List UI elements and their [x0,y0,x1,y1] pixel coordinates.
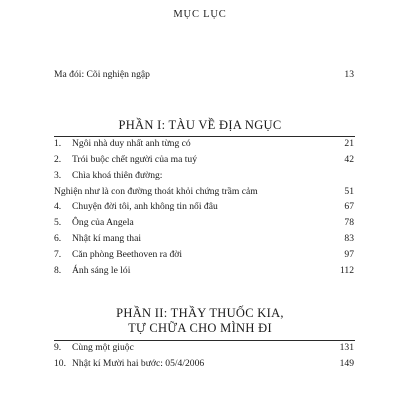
toc-entry-title: Ánh sáng le lói [72,265,131,276]
toc-entry-number: 7. [54,249,62,260]
toc-entry-page: 131 [339,342,354,353]
part-heading-2 [0,306,400,336]
toc-entry-number: 3. [54,170,62,181]
part-heading-1 [0,118,400,133]
toc-entry[interactable] [54,216,354,230]
toc-entry-page: 42 [344,154,354,165]
toc-entry-page: 112 [339,265,354,276]
part-heading-line: TỰ CHỮA CHO MÌNH ĐI [128,321,272,335]
toc-entry[interactable] [54,248,354,262]
toc-entry-title: Ông của Angela [72,217,134,228]
toc-entry-page: 149 [339,358,354,369]
toc-entry-number: 10. [54,358,66,369]
toc-entry-title: Ma đói: Cõi nghiện ngập [54,69,150,80]
toc-entry[interactable] [54,341,354,355]
toc-entry-number: 9. [54,342,62,353]
toc-entry-title: Trói buộc chết người của ma tuý [72,154,198,165]
toc-entry-title: Nhật kí mang thai [72,233,142,244]
toc-entry-number: 1. [54,138,62,149]
toc-entry-title: Nhật kí Mười hai bước: 05/4/2006 [72,358,205,369]
toc-entry-number: 5. [54,217,62,228]
toc-entry-number: 6. [54,233,62,244]
toc-entry[interactable] [54,264,354,278]
toc-entry-intro[interactable] [54,68,354,82]
toc-entry-page: 83 [344,233,354,244]
toc-entry-page: 51 [344,186,354,197]
toc-entry-title: Căn phòng Beethoven ra đời [72,249,183,260]
toc-entry-number: 8. [54,265,62,276]
toc-entry-number: 4. [54,201,62,212]
toc-entry[interactable] [54,169,354,183]
toc-entry-page: 21 [344,138,354,149]
toc-entry-page: 13 [344,69,354,80]
toc-entry-page: 97 [344,249,354,260]
toc-entry-page: 67 [344,201,354,212]
toc-entry[interactable] [54,232,354,246]
part-heading-line: PHẦN I: TÀU VỀ ĐỊA NGỤC [118,118,282,132]
toc-entry-number: 2. [54,154,62,165]
toc-entry-title: Nghiện như là con đường thoát khỏi chứng trầm cảm [54,186,258,197]
toc-entry[interactable] [54,153,354,167]
page-title: MỤC LỤC [173,9,227,20]
toc-entry-title: Chuyện đời tôi, anh không tin nổi đâu [72,201,218,212]
toc-entry[interactable] [54,137,354,151]
toc-entry-title: Ngôi nhà duy nhất anh từng có [72,138,191,149]
toc-entry-page: 78 [344,217,354,228]
toc-entry-title: Chìa khoá thiên đường: [72,170,163,181]
part-heading-line: PHẦN II: THẦY THUỐC KIA, [116,306,284,320]
toc-entry[interactable] [54,185,354,199]
toc-entry[interactable] [54,357,354,371]
toc-entry[interactable] [54,200,354,214]
toc-entry-title: Cùng một giuộc [72,342,134,353]
